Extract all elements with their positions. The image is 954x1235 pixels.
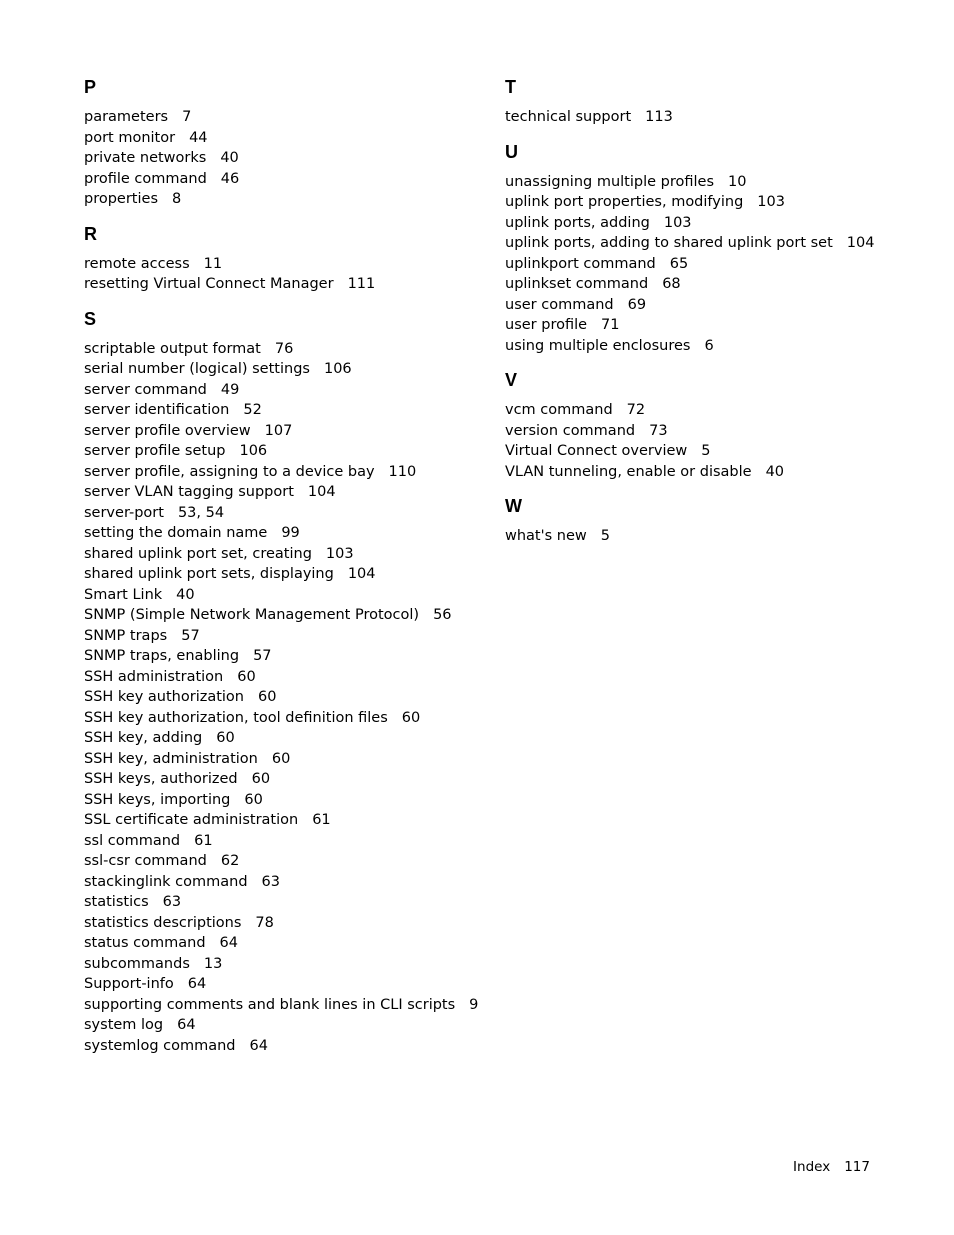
index-page-ref[interactable]: 57 <box>253 648 272 664</box>
index-page-ref[interactable]: 49 <box>220 381 240 398</box>
index-entry <box>84 687 474 708</box>
index-page-ref[interactable]: 71 <box>601 317 620 333</box>
index-term: SSL certificate administration <box>84 812 299 828</box>
index-column-left <box>84 76 479 1069</box>
index-entry <box>84 148 474 169</box>
index-page-ref[interactable]: 103 <box>663 214 692 231</box>
index-page-ref[interactable]: 106 <box>323 361 352 377</box>
index-page-ref[interactable]: 5 <box>600 528 610 544</box>
index-page-ref[interactable]: 56 <box>433 607 452 623</box>
index-term: status command <box>84 935 206 951</box>
index-page-ref[interactable]: 60 <box>216 730 235 746</box>
index-term: uplink ports, adding to shared uplink port set <box>505 235 833 251</box>
index-entry <box>505 295 925 316</box>
index-page-ref[interactable]: 113 <box>645 109 673 125</box>
index-entry <box>505 400 925 421</box>
index-term: statistics <box>84 894 149 910</box>
index-term: subcommands <box>84 955 190 972</box>
section-letter-heading: W <box>505 496 522 516</box>
index-page-ref[interactable]: 6 <box>704 337 714 354</box>
index-entry <box>84 831 474 852</box>
index-page-ref[interactable]: 103 <box>757 194 785 210</box>
index-page-ref[interactable]: 60 <box>244 791 263 808</box>
index-page-ref[interactable]: 107 <box>264 422 293 439</box>
index-term: unassigning multiple profiles <box>505 173 715 190</box>
index-entry <box>84 274 474 295</box>
index-entry <box>505 213 925 234</box>
index-entry <box>84 995 479 1016</box>
index-entry <box>84 892 474 913</box>
section-letter-heading: T <box>505 77 516 97</box>
section-letter-heading: S <box>84 308 97 329</box>
index-entry <box>84 749 474 770</box>
index-entry <box>84 128 474 149</box>
index-term: parameters <box>84 109 169 125</box>
index-page-ref[interactable]: 61 <box>312 812 331 828</box>
index-page-ref[interactable]: 72 <box>626 402 646 418</box>
index-term: stackinglink command <box>84 873 248 890</box>
page-footer <box>793 1158 870 1176</box>
index-entry <box>505 233 925 254</box>
index-page-ref[interactable]: 40 <box>220 150 239 166</box>
index-page-ref[interactable]: 60 <box>258 689 277 705</box>
index-term: version command <box>505 422 636 439</box>
index-page-ref[interactable]: 110 <box>388 463 417 480</box>
index-term: user profile <box>505 317 588 333</box>
index-entry <box>84 872 474 893</box>
index-entry <box>84 462 474 483</box>
index-term: properties <box>84 191 158 207</box>
index-page-ref[interactable]: 69 <box>627 296 647 313</box>
index-term: server VLAN tagging support <box>84 484 294 500</box>
index-page-ref[interactable]: 104 <box>846 235 875 251</box>
index-entry <box>84 667 474 688</box>
index-section-u <box>505 141 925 357</box>
index-term: remote access <box>84 255 190 272</box>
index-term: shared uplink port set, creating <box>84 545 312 562</box>
index-term: SSH administration <box>84 668 224 685</box>
index-page-ref[interactable]: 11 <box>203 255 223 272</box>
index-page-ref[interactable]: 65 <box>669 255 689 272</box>
index-entry <box>84 913 474 934</box>
index-term: port monitor <box>84 129 176 146</box>
index-page-ref[interactable]: 44 <box>189 129 208 146</box>
index-page-ref[interactable]: 64 <box>219 935 238 951</box>
index-page-ref[interactable]: 61 <box>194 832 213 849</box>
index-term: server-port <box>84 504 164 521</box>
section-letter-heading: P <box>84 77 97 97</box>
index-entry <box>505 526 925 547</box>
index-entry <box>84 189 474 210</box>
index-entry <box>84 441 474 462</box>
index-entry <box>84 769 474 790</box>
section-letter-heading: R <box>84 223 97 244</box>
index-entry <box>84 380 474 401</box>
index-entry <box>84 544 474 565</box>
index-page-ref[interactable]: 104 <box>347 566 376 582</box>
index-entry <box>505 462 925 483</box>
index-term: SSH keys, importing <box>84 791 231 808</box>
index-page-ref[interactable]: 7 <box>182 109 192 125</box>
index-page-ref[interactable]: 60 <box>251 771 271 787</box>
index-section-w <box>505 495 925 547</box>
index-term: resetting Virtual Connect Manager <box>84 276 334 292</box>
index-entry <box>505 315 925 336</box>
index-entry <box>84 790 474 811</box>
index-column-right <box>505 76 925 560</box>
index-term: server identification <box>84 402 230 418</box>
index-term: Support-info <box>84 976 174 992</box>
index-term: what's new <box>505 528 587 544</box>
index-term: server command <box>84 381 207 398</box>
index-page-ref[interactable]: 46 <box>220 170 240 187</box>
index-entry <box>84 564 474 585</box>
index-page-ref[interactable]: 62 <box>220 853 240 869</box>
index-page-ref[interactable]: 103 <box>325 545 354 562</box>
index-page-ref[interactable]: 104 <box>307 484 336 500</box>
index-entry <box>505 172 925 193</box>
index-entry <box>84 339 474 360</box>
index-term: Virtual Connect overview <box>505 443 688 459</box>
index-entry <box>84 482 474 503</box>
index-page-ref[interactable]: 10 <box>728 173 747 190</box>
index-term: using multiple enclosures <box>505 337 691 354</box>
index-entry <box>84 400 474 421</box>
index-entry <box>84 1015 474 1036</box>
index-page-ref[interactable]: 73 <box>649 422 668 439</box>
index-term: SSH key authorization, tool definition files <box>84 709 388 726</box>
index-term: system log <box>84 1017 164 1033</box>
index-term: SSH key authorization <box>84 689 244 705</box>
index-entry <box>505 107 925 128</box>
index-entry <box>84 728 474 749</box>
index-page-ref[interactable]: 53, 54 <box>177 504 225 521</box>
index-entry <box>84 605 474 626</box>
index-term: SSH key, administration <box>84 750 258 767</box>
section-letter-heading: V <box>505 370 518 390</box>
index-entry <box>84 169 474 190</box>
index-term: systemlog command <box>84 1037 236 1054</box>
index-entry <box>84 523 474 544</box>
index-term: uplinkport command <box>505 255 656 272</box>
index-entry <box>84 254 474 275</box>
index-page-ref[interactable]: 111 <box>347 276 376 292</box>
index-page-ref[interactable]: 5 <box>701 443 711 459</box>
index-page-ref[interactable]: 40 <box>765 463 785 480</box>
footer-label: Index <box>793 1159 831 1175</box>
index-page-ref[interactable]: 60 <box>271 750 291 767</box>
index-page-ref[interactable]: 64 <box>177 1017 196 1033</box>
index-page-ref[interactable]: 76 <box>274 340 294 357</box>
index-term: SNMP (Simple Network Management Protocol) <box>84 607 420 623</box>
index-entry <box>84 585 474 606</box>
index-term: uplink ports, adding <box>505 214 650 231</box>
index-term: statistics descriptions <box>84 914 242 931</box>
index-page-ref[interactable]: 13 <box>203 955 223 972</box>
index-page-ref[interactable]: 52 <box>243 402 262 418</box>
index-page-ref[interactable]: 8 <box>172 191 182 207</box>
index-entry <box>505 254 925 275</box>
index-page-ref[interactable]: 63 <box>162 894 182 910</box>
footer-page-number: 117 <box>844 1159 870 1175</box>
index-page-ref[interactable]: 99 <box>281 525 300 541</box>
index-entry <box>505 336 925 357</box>
section-letter-heading: U <box>505 141 518 162</box>
index-term: SSH key, adding <box>84 730 203 746</box>
index-entry <box>505 441 925 462</box>
index-section-s <box>84 308 479 1057</box>
index-entry <box>84 810 474 831</box>
index-term: scriptable output format <box>84 340 261 357</box>
index-entry <box>84 933 474 954</box>
index-term: private networks <box>84 150 207 166</box>
index-term: Smart Link <box>84 586 163 603</box>
index-entry <box>84 851 474 872</box>
index-section-v <box>505 369 925 482</box>
index-page-ref[interactable]: 63 <box>261 873 280 890</box>
index-section-p <box>84 76 474 210</box>
index-term: setting the domain name <box>84 525 268 541</box>
index-entry <box>84 421 474 442</box>
index-entry <box>84 974 474 995</box>
index-page-ref[interactable]: 68 <box>662 276 681 292</box>
index-term: profile command <box>84 170 207 187</box>
index-term: server profile setup <box>84 443 226 459</box>
index-entry <box>505 192 925 213</box>
index-section-r <box>84 223 474 295</box>
index-page-ref[interactable]: 60 <box>401 709 421 726</box>
index-entry <box>84 107 474 128</box>
index-entry <box>84 359 474 380</box>
index-term: user command <box>505 296 614 313</box>
index-term: SNMP traps, enabling <box>84 648 240 664</box>
index-entry <box>84 708 474 729</box>
index-entry <box>84 1036 474 1057</box>
index-term: ssl-csr command <box>84 853 207 869</box>
index-page-ref[interactable]: 57 <box>181 627 200 644</box>
index-term: shared uplink port sets, displaying <box>84 566 334 582</box>
index-term: serial number (logical) settings <box>84 361 310 377</box>
index-entry <box>505 274 925 295</box>
index-section-t <box>505 76 925 128</box>
index-term: SNMP traps <box>84 627 168 644</box>
index-term: server profile overview <box>84 422 251 439</box>
index-term: technical support <box>505 109 632 125</box>
index-entry <box>84 646 474 667</box>
index-page-ref[interactable]: 40 <box>176 586 195 603</box>
index-entry <box>84 626 474 647</box>
index-term: server profile, assigning to a device bay <box>84 463 375 480</box>
index-entry <box>84 503 474 524</box>
index-term: SSH keys, authorized <box>84 771 238 787</box>
index-page-ref[interactable]: 64 <box>249 1037 268 1054</box>
index-page-ref[interactable]: 106 <box>239 443 268 459</box>
index-term: VLAN tunneling, enable or disable <box>505 463 752 480</box>
index-term: ssl command <box>84 832 181 849</box>
index-entry <box>505 421 925 442</box>
index-entry <box>84 954 474 975</box>
index-page-ref[interactable]: 78 <box>255 914 274 931</box>
index-term: vcm command <box>505 402 613 418</box>
index-page-ref[interactable]: 9 <box>469 996 479 1013</box>
index-page-ref[interactable]: 60 <box>237 668 256 685</box>
index-term: uplinkset command <box>505 276 649 292</box>
index-page-ref[interactable]: 64 <box>187 976 207 992</box>
index-term: uplink port properties, modifying <box>505 194 744 210</box>
index-term: supporting comments and blank lines in CLI scripts <box>84 996 456 1013</box>
